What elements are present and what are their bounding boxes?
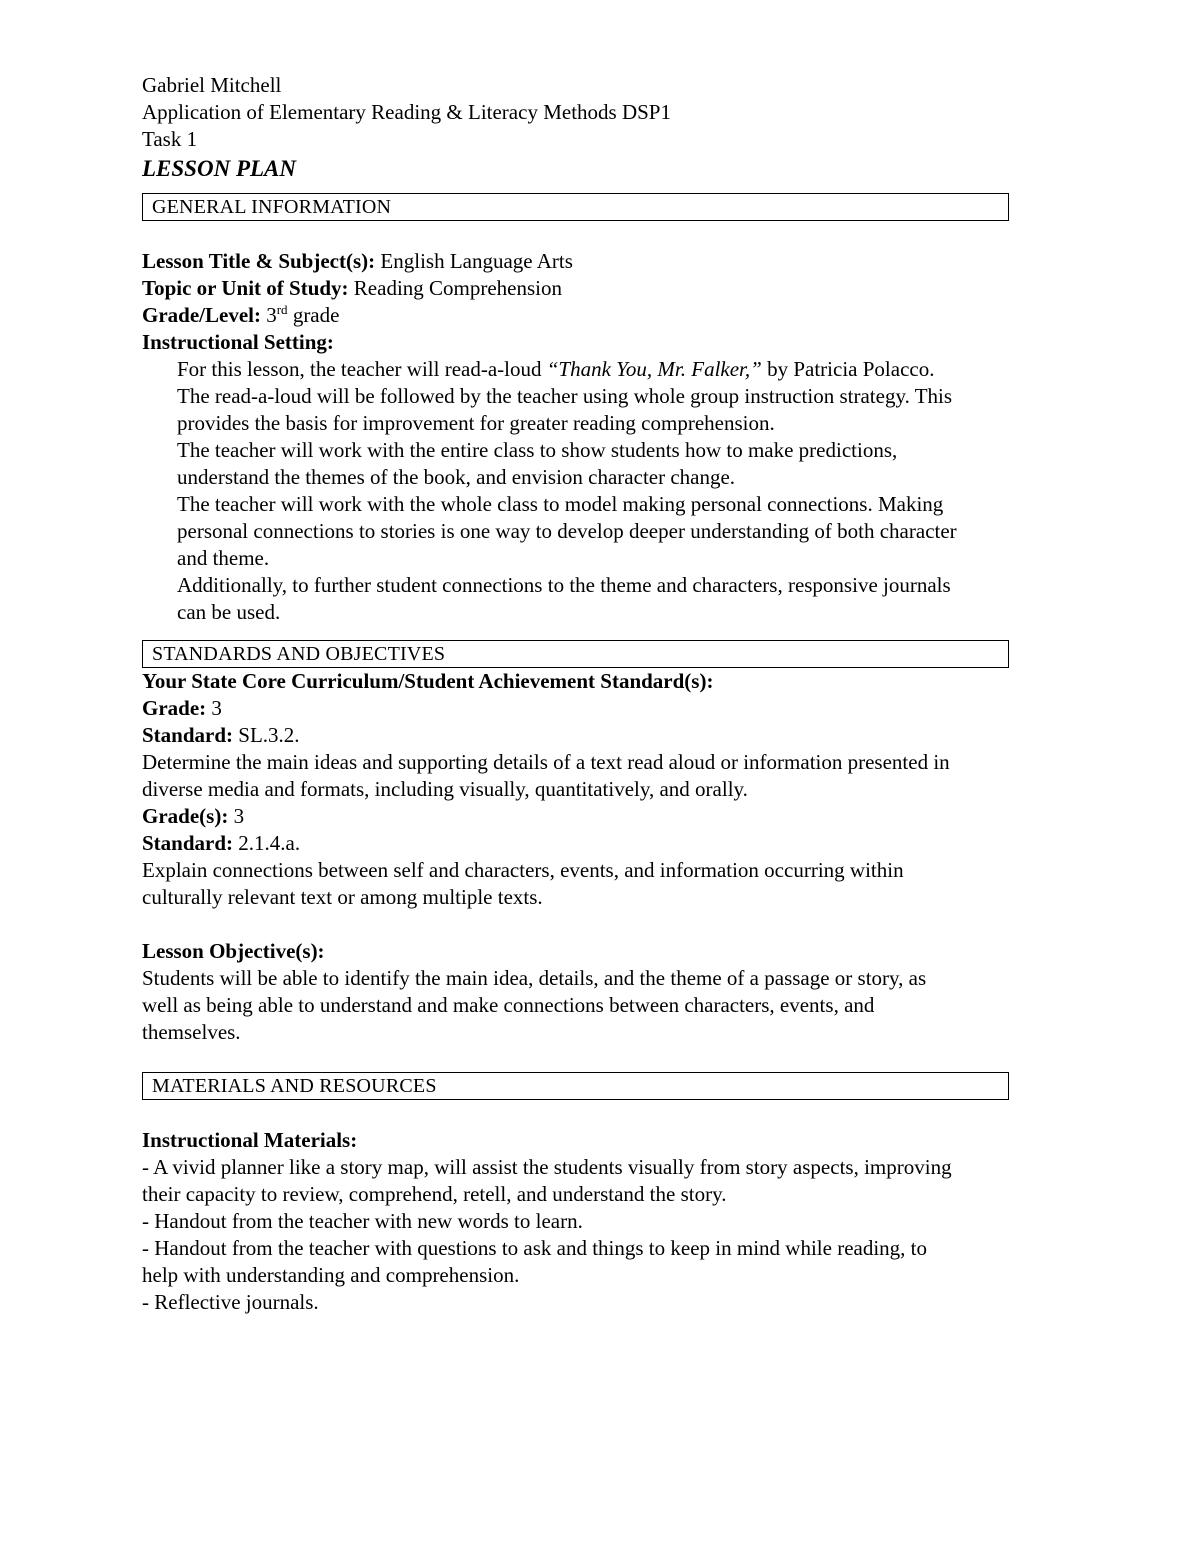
lesson-objective-label: Lesson Objective(s):	[142, 939, 325, 963]
setting-line-3: provides the basis for improvement for greater reading comprehension.	[177, 411, 775, 435]
objective-line-2: well as being able to understand and make connections between characters, events, and	[142, 993, 875, 1017]
topic-row	[142, 275, 1062, 302]
material-item-1-line-2: their capacity to review, comprehend, retell, and understand the story.	[142, 1182, 727, 1206]
standard-1-label: Standard:	[142, 723, 234, 747]
section-heading-materials-resources: MATERIALS AND RESOURCES	[142, 1072, 1009, 1100]
setting-line-2: The read-a-loud will be followed by the teacher using whole group instruction strategy. This	[177, 384, 953, 408]
instructional-setting-label: Instructional Setting:	[142, 330, 334, 354]
task-number: Task 1	[142, 127, 198, 151]
material-item-4: - Reflective journals.	[142, 1290, 319, 1314]
grade-1-label: Grade:	[142, 696, 207, 720]
lesson-title-row	[142, 248, 1062, 275]
grade-level-number: 3	[260, 303, 277, 327]
instructional-materials-label: Instructional Materials:	[142, 1128, 358, 1152]
section-heading-standards-objectives: STANDARDS AND OBJECTIVES	[142, 640, 1009, 668]
objective-line-3: themselves.	[142, 1020, 241, 1044]
setting-line-4: The teacher will work with the entire class to show students how to make predictions,	[177, 438, 898, 462]
setting-line-5: understand the themes of the book, and envision character change.	[177, 465, 736, 489]
grade-2-row	[142, 803, 1062, 830]
grade-1-row	[142, 695, 1062, 722]
material-item-1-line-1: - A vivid planner like a story map, will assist the students visually from story aspects, improving	[142, 1155, 952, 1179]
standard-2-value: 2.1.4.a.	[233, 831, 301, 855]
author-name: Gabriel Mitchell	[142, 73, 282, 97]
setting-line-1-suffix: by Patricia Polacco.	[761, 357, 935, 381]
course-name: Application of Elementary Reading & Literacy Methods DSP1	[142, 100, 671, 124]
topic-value: Reading Comprehension	[348, 276, 563, 300]
grade-level-label: Grade/Level:	[142, 303, 261, 327]
standard-2-row	[142, 830, 1062, 857]
grade-level-ordinal: rd	[276, 302, 288, 317]
setting-line-1-prefix: For this lesson, the teacher will read-a-loud	[177, 357, 547, 381]
standard-1-value: SL.3.2.	[233, 723, 300, 747]
standard-1-text-line-2: diverse media and formats, including visually, quantitatively, and orally.	[142, 777, 748, 801]
document-title: LESSON PLAN	[142, 156, 296, 181]
standard-2-label: Standard:	[142, 831, 234, 855]
setting-line-7: personal connections to stories is one way to develop deeper understanding of both character	[177, 519, 957, 543]
lesson-title-label: Lesson Title & Subject(s):	[142, 249, 376, 273]
standard-1-text-line-1: Determine the main ideas and supporting details of a text read aloud or information presented in	[142, 750, 950, 774]
section-heading-general-information: GENERAL INFORMATION	[142, 193, 1009, 221]
setting-line-9: Additionally, to further student connections to the theme and characters, responsive journals	[177, 573, 951, 597]
grade-level-suffix: grade	[287, 303, 340, 327]
instructional-setting-text	[142, 356, 1062, 626]
grade-2-label: Grade(s):	[142, 804, 229, 828]
core-curriculum-label: Your State Core Curriculum/Student Achievement Standard(s):	[142, 669, 714, 693]
grade-level-row	[142, 302, 1062, 329]
standard-2-text-line-1: Explain connections between self and characters, events, and information occurring within	[142, 858, 904, 882]
lesson-title-value: English Language Arts	[375, 249, 573, 273]
standard-2-text-line-2: culturally relevant text or among multiple texts.	[142, 885, 543, 909]
material-item-3-line-2: help with understanding and comprehension.	[142, 1263, 520, 1287]
objective-line-1: Students will be able to identify the main idea, details, and the theme of a passage or story, as	[142, 966, 927, 990]
book-title: “Thank You, Mr. Falker,”	[546, 357, 762, 381]
setting-line-6: The teacher will work with the whole class to model making personal connections. Making	[177, 492, 944, 516]
topic-label: Topic or Unit of Study:	[142, 276, 349, 300]
setting-line-10: can be used.	[177, 600, 281, 624]
standard-1-row	[142, 722, 1062, 749]
setting-line-8: and theme.	[177, 546, 270, 570]
document-page	[142, 72, 1062, 1316]
material-item-3-line-1: - Handout from the teacher with questions to ask and things to keep in mind while reading, to	[142, 1236, 927, 1260]
grade-1-value: 3	[206, 696, 222, 720]
grade-2-value: 3	[228, 804, 245, 828]
material-item-2: - Handout from the teacher with new words to learn.	[142, 1209, 583, 1233]
